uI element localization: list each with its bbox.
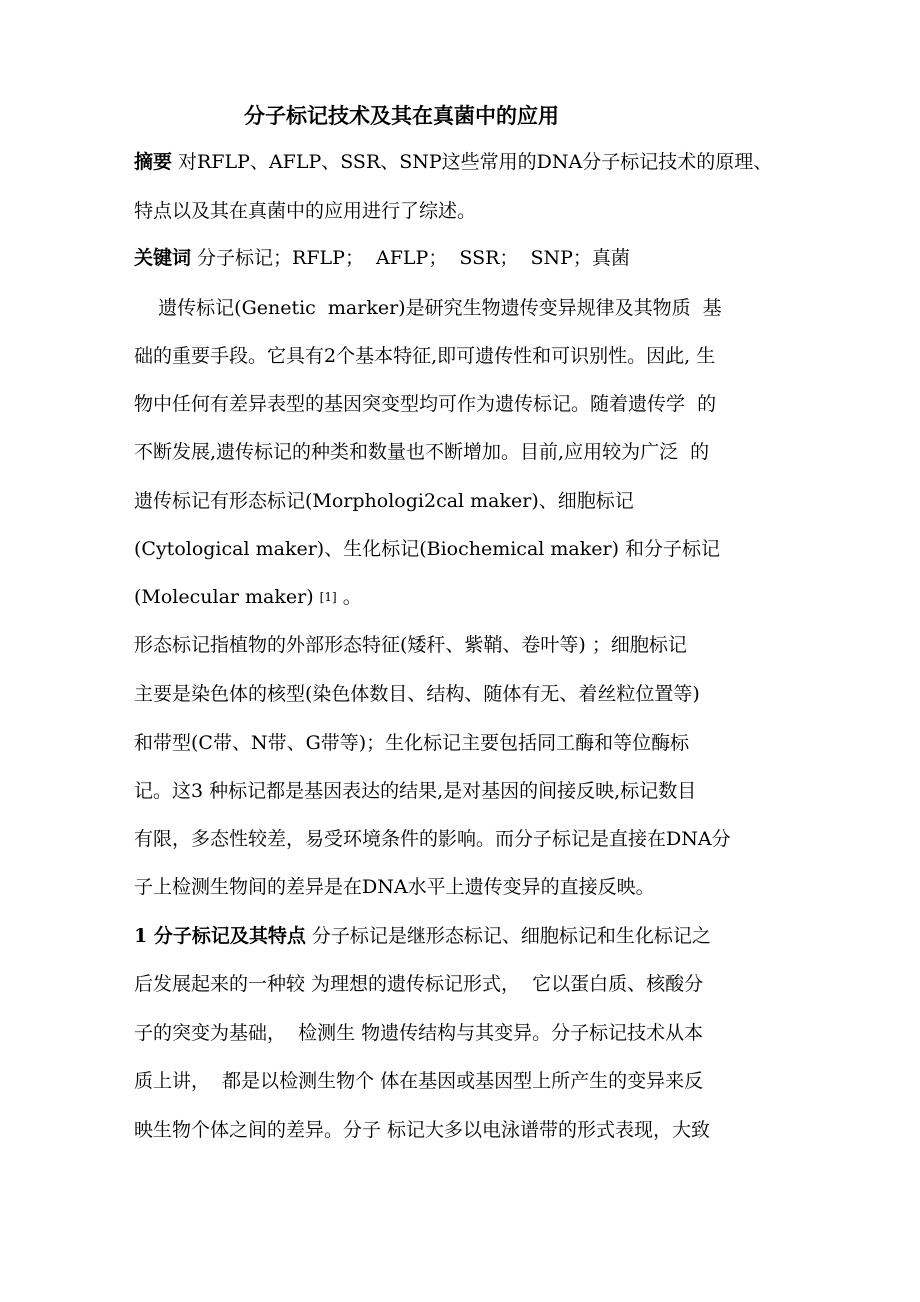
para1-line-6: (Cytological maker)、生化标记(Biochemical maker) 和分子标记	[134, 538, 721, 560]
para2-line-2: 主要是染色体的核型(染色体数目、结构、随体有无、着丝粒位置等)	[134, 683, 700, 705]
para1-line-5: 遗传标记有形态标记(Morphologi2cal maker)、细胞标记	[134, 490, 634, 512]
abstract-label: 摘要	[134, 151, 173, 173]
para1-line-2: 础的重要手段。它具有2个基本特征,即可遗传性和可识别性。因此, 生	[134, 345, 716, 367]
document-title: 分子标记技术及其在真菌中的应用	[244, 103, 559, 128]
abstract-text-1: 对RFLP、AFLP、SSR、SNP这些常用的DNA分子标记技术的原理、	[172, 151, 773, 173]
section1-line-2: 后发展起来的一种较 为理想的遗传标记形式， 它以蛋白质、核酸分	[134, 973, 704, 995]
abstract-line-2: 特点以及其在真菌中的应用进行了综述。	[134, 200, 477, 222]
para2-line-5: 有限，多态性较差，易受环境条件的影响。而分子标记是直接在DNA分	[134, 828, 731, 850]
section1-heading: 1 分子标记及其特点	[134, 925, 306, 947]
section1-line-5: 映生物个体之间的差异。分子 标记大多以电泳谱带的形式表现，大致	[134, 1119, 711, 1141]
section1-line-1	[134, 924, 711, 948]
para1-last-text: (Molecular maker)	[134, 586, 320, 608]
section1-text-1: 分子标记是继形态标记、细胞标记和生化标记之	[305, 925, 711, 947]
para1-line-4: 不断发展,遗传标记的种类和数量也不断增加。目前,应用较为广泛 的	[134, 441, 710, 463]
keywords-label: 关键词	[134, 247, 192, 269]
citation-ref: [1]	[319, 590, 337, 604]
keywords-line	[134, 246, 630, 270]
para2-line-1: 形态标记指植物的外部形态特征(矮秆、紫鞘、卷叶等) ；细胞标记	[134, 634, 687, 656]
para1-last-end: 。	[336, 586, 362, 608]
keywords-text: 分子标记；RFLP； AFLP； SSR； SNP；真菌	[191, 247, 630, 269]
abstract-line-1	[134, 150, 772, 174]
para1-line-1: 遗传标记(Genetic marker)是研究生物遗传变异规律及其物质 基	[134, 297, 722, 319]
section1-line-4: 质上讲， 都是以检测生物个 体在基因或基因型上所产生的变异来反	[134, 1070, 704, 1092]
para2-line-6: 子上检测生物间的差异是在DNA水平上遗传变异的直接反映。	[134, 876, 655, 898]
para2-line-4: 记。这3 种标记都是基因表达的结果,是对基因的间接反映,标记数目	[134, 780, 697, 802]
para1-line-3: 物中任何有差异表型的基因突变型均可作为遗传标记。随着遗传学 的	[134, 393, 717, 415]
para2-line-3: 和带型(C带、N带、G带等)；生化标记主要包括同工酶和等位酶标	[134, 732, 690, 754]
para1-line-7	[134, 585, 362, 609]
section1-line-3: 子的突变为基础， 检测生 物遗传结构与其变异。分子标记技术从本	[134, 1022, 704, 1044]
